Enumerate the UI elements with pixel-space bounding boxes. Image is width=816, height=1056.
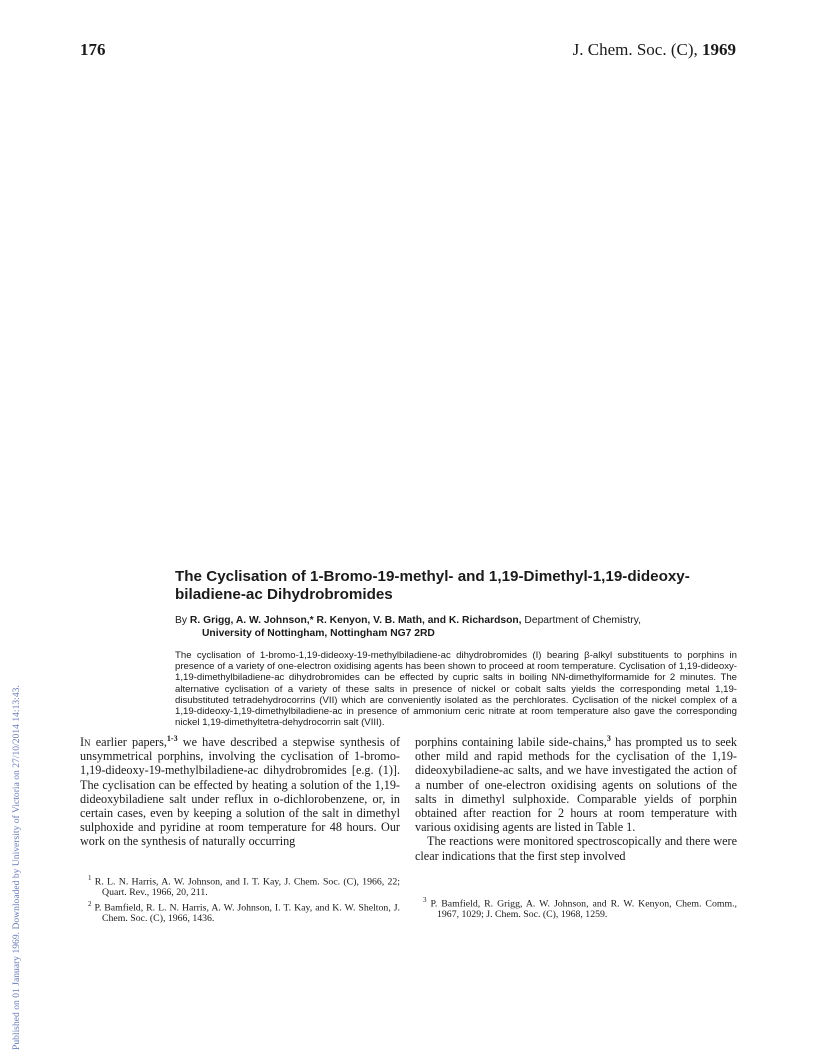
intro-lead: earlier papers, bbox=[95, 735, 167, 750]
by-label: By bbox=[175, 615, 188, 626]
intro-text: we have described a stepwise synthesis of unsymmetrical porphins, involving the cyclisation of 1-bromo-1,19-dideoxy-19-methylbiladiene-ac dihydrobromides [e.g. (1)]. The cyclisation can be effected by heating a solution of the 1,19-dideoxybiladiene salt under reflux in o-dichlorobenzene, or, in certain cases, even by keeping a solution of the salt in dimethyl sulphoxide and pyridine at room temperature for 48 hours. Our work on the synthesis of naturally occurring bbox=[80, 735, 400, 849]
article-title bbox=[175, 568, 755, 603]
footnote-1-text: R. L. N. Harris, A. W. Johnson, and I. T. Kay, J. Chem. Soc. (C), 1966, 22; Quart. Rev., 1966, 20, 211. bbox=[94, 876, 401, 899]
journal-year: 1969 bbox=[702, 40, 736, 59]
body-column-right bbox=[415, 732, 737, 863]
journal-name: J. Chem. Soc. (C), bbox=[572, 40, 698, 59]
footnotes-left bbox=[80, 873, 400, 925]
p1-text: has prompted us to seek other mild and rapid methods for the cyclisation of the 1,19-dideoxybiladiene-ac salts, and we have investigated the action of a number of one-electron oxidising agents on solutions of the salts in dimethyl sulphoxide. Comparable yields of porphin obtained after reaction for 2 hours at room temperature with various oxidising agents are listed in Table 1. bbox=[415, 735, 738, 835]
body-paragraph-1 bbox=[415, 732, 737, 834]
citation-3: 3 bbox=[606, 734, 611, 743]
p1-lead: porphins containing labile side-chains, bbox=[415, 735, 607, 750]
footnote-2-number: 2 bbox=[88, 899, 92, 908]
footnotes-right bbox=[415, 895, 737, 921]
title-line-2: biladiene-ac Dihydrobromides bbox=[175, 585, 393, 603]
abstract: The cyclisation of 1-bromo-1,19-dideoxy-19-methylbiladiene-ac dihydrobromides (I) bearing β-alkyl substituents to porphins in presence of a variety of one-electron oxidising agents has been shown to proceed at room temperature. Cyclisation of 1,19-dideoxy-1,19-dimethylbiladiene-ac dihydrobromides can be effected by cupric salts in boiling NN-dimethylformamide for 2 minutes. The alternative cyclisation of a variety of these salts in presence of nickel or cobalt salts yields the corresponding metal 1,19-disubstituted tetradehydrocorrins (VII) which are conveniently isolated as the perchlorates. Cyclisation of the nickel complex of a 1,19-dideoxy-1,19-dimethylbiladiene-ac in presence of ammonium ceric nitrate at room temperature also gave the corresponding nickel 1,19-dimethyltetra-dehydrocorrin salt (VIII). bbox=[175, 650, 737, 729]
affiliation: University of Nottingham, Nottingham NG7 2RD bbox=[202, 628, 435, 639]
author-list: R. Grigg, A. W. Johnson,* R. Kenyon, V. B. Math, and K. Richardson, bbox=[189, 615, 522, 626]
download-provenance-text: Published on 01 January 1969. Downloaded by University of Victoria on 27/10/2014 14:13:43. bbox=[11, 685, 22, 1050]
page-number: 176 bbox=[80, 40, 106, 59]
body-paragraph-2: The reactions were monitored spectroscopically and there were clear indications that the first step involved bbox=[415, 834, 737, 863]
footnote-2 bbox=[80, 899, 400, 925]
drop-initial: In bbox=[80, 735, 91, 750]
body-column-left bbox=[80, 732, 400, 849]
footnote-1-number: 1 bbox=[88, 874, 92, 882]
download-provenance-note bbox=[11, 630, 25, 1050]
department: Department of Chemistry, bbox=[524, 615, 641, 626]
footnote-1 bbox=[80, 873, 400, 899]
footnote-3 bbox=[415, 895, 737, 921]
title-line-1: The Cyclisation of 1-Bromo-19-methyl- and 1,19-Dimethyl-1,19-dideoxy- bbox=[175, 568, 690, 585]
citation-1-3: 1-3 bbox=[166, 734, 178, 743]
intro-paragraph bbox=[80, 732, 400, 849]
footnote-3-number: 3 bbox=[423, 896, 427, 904]
footnote-3-text: P. Bamfield, R. Grigg, A. W. Johnson, and R. W. Kenyon, Chem. Comm., 1967, 1029; J. Chem. Soc. (C), 1968, 1259. bbox=[430, 898, 738, 921]
footnote-2-text: P. Bamfield, R. L. N. Harris, A. W. Johnson, I. T. Kay, and K. W. Shelton, J. Chem. Soc. (C), 1966, 1436. bbox=[94, 902, 400, 924]
journal-header bbox=[573, 40, 736, 60]
byline bbox=[175, 614, 755, 640]
